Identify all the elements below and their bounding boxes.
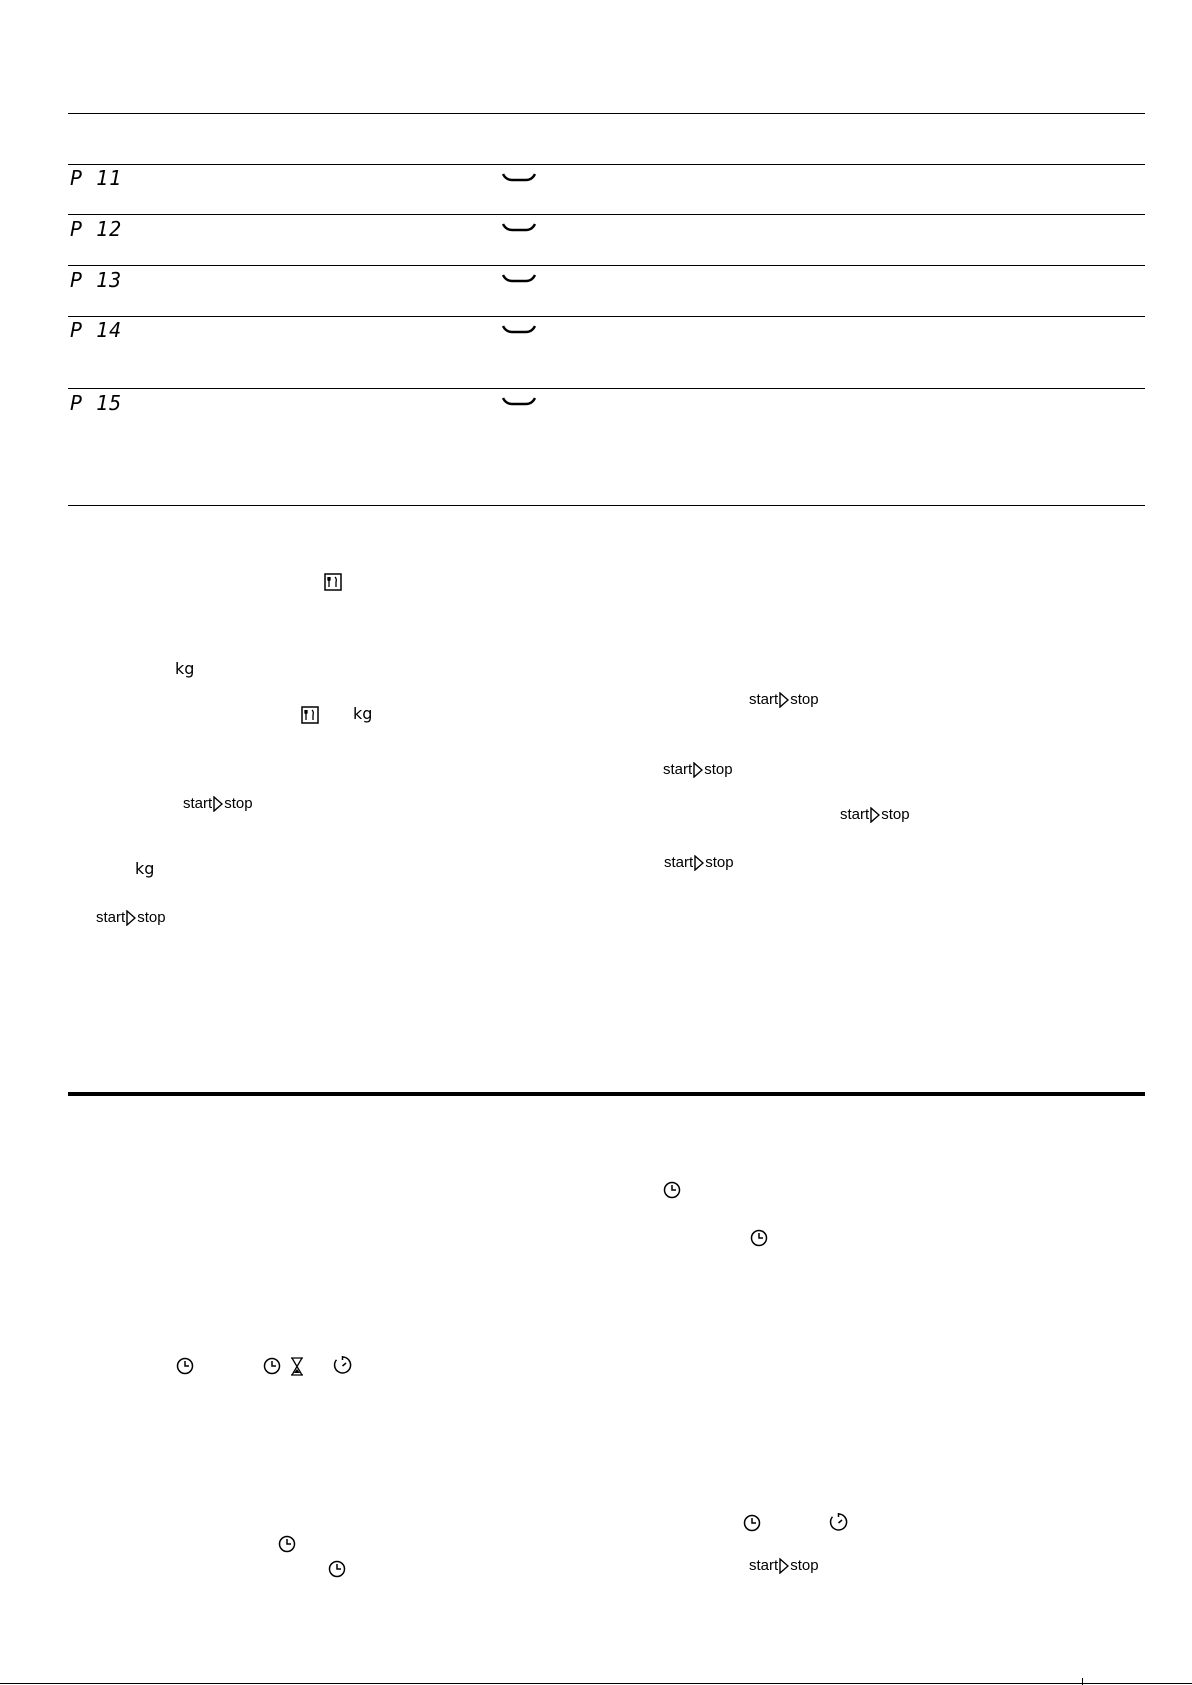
hourglass-icon [290, 1357, 304, 1376]
start-stop-button-symbol [183, 795, 253, 813]
table-row-rule [68, 214, 1145, 215]
kg-symbol: kg [135, 859, 155, 878]
clock-icon [743, 1514, 761, 1532]
page-footer-rule [0, 1683, 1192, 1684]
clock-icon [328, 1560, 346, 1578]
program-code: P 15 [70, 391, 123, 415]
start-label: start [96, 909, 126, 926]
stop-label: stop [790, 691, 819, 708]
start-label: start [664, 854, 694, 871]
stop-label: stop [790, 1557, 819, 1574]
stop-label: stop [705, 854, 734, 871]
table-row-rule [68, 164, 1145, 165]
level-indicator-icon [502, 396, 536, 408]
level-indicator-icon [502, 324, 536, 336]
section-divider [68, 1092, 1145, 1096]
stop-label: stop [137, 909, 166, 926]
kg-symbol: kg [353, 704, 373, 723]
clock-icon [750, 1229, 768, 1247]
clock-icon [663, 1181, 681, 1199]
table-bottom-rule [68, 505, 1145, 506]
stop-label: stop [224, 795, 253, 812]
table-row-rule [68, 388, 1145, 389]
start-stop-button-symbol [749, 1557, 819, 1575]
timer-icon [829, 1512, 848, 1532]
start-label: start [749, 691, 779, 708]
play-triangle-icon [694, 855, 704, 871]
stop-label: stop [881, 806, 910, 823]
play-triangle-icon [870, 807, 880, 823]
stop-label: stop [704, 761, 733, 778]
start-label: start [840, 806, 870, 823]
program-code: P 14 [70, 318, 123, 342]
play-triangle-icon [693, 762, 703, 778]
level-indicator-icon [502, 172, 536, 184]
play-triangle-icon [213, 796, 223, 812]
start-stop-button-symbol [663, 761, 733, 779]
level-indicator-icon [502, 273, 536, 285]
table-row-rule [68, 265, 1145, 266]
start-stop-button-symbol [96, 909, 166, 927]
table-row-rule [68, 316, 1145, 317]
clock-icon [263, 1357, 281, 1375]
start-stop-button-symbol [840, 806, 910, 824]
clock-icon [176, 1357, 194, 1375]
program-code: P 11 [70, 166, 123, 190]
play-triangle-icon [126, 910, 136, 926]
level-indicator-icon [502, 222, 536, 234]
start-label: start [183, 795, 213, 812]
timer-icon [333, 1355, 352, 1375]
meal-icon [324, 573, 342, 591]
start-label: start [663, 761, 693, 778]
start-stop-button-symbol [749, 691, 819, 709]
kg-symbol: kg [175, 659, 195, 678]
program-code: P 13 [70, 268, 123, 292]
start-stop-button-symbol [664, 854, 734, 872]
program-code: P 12 [70, 217, 123, 241]
meal-icon [301, 706, 319, 724]
page-footer-tick [1082, 1678, 1083, 1685]
play-triangle-icon [779, 1558, 789, 1574]
clock-icon [278, 1535, 296, 1553]
start-label: start [749, 1557, 779, 1574]
table-top-rule [68, 113, 1145, 114]
play-triangle-icon [779, 692, 789, 708]
